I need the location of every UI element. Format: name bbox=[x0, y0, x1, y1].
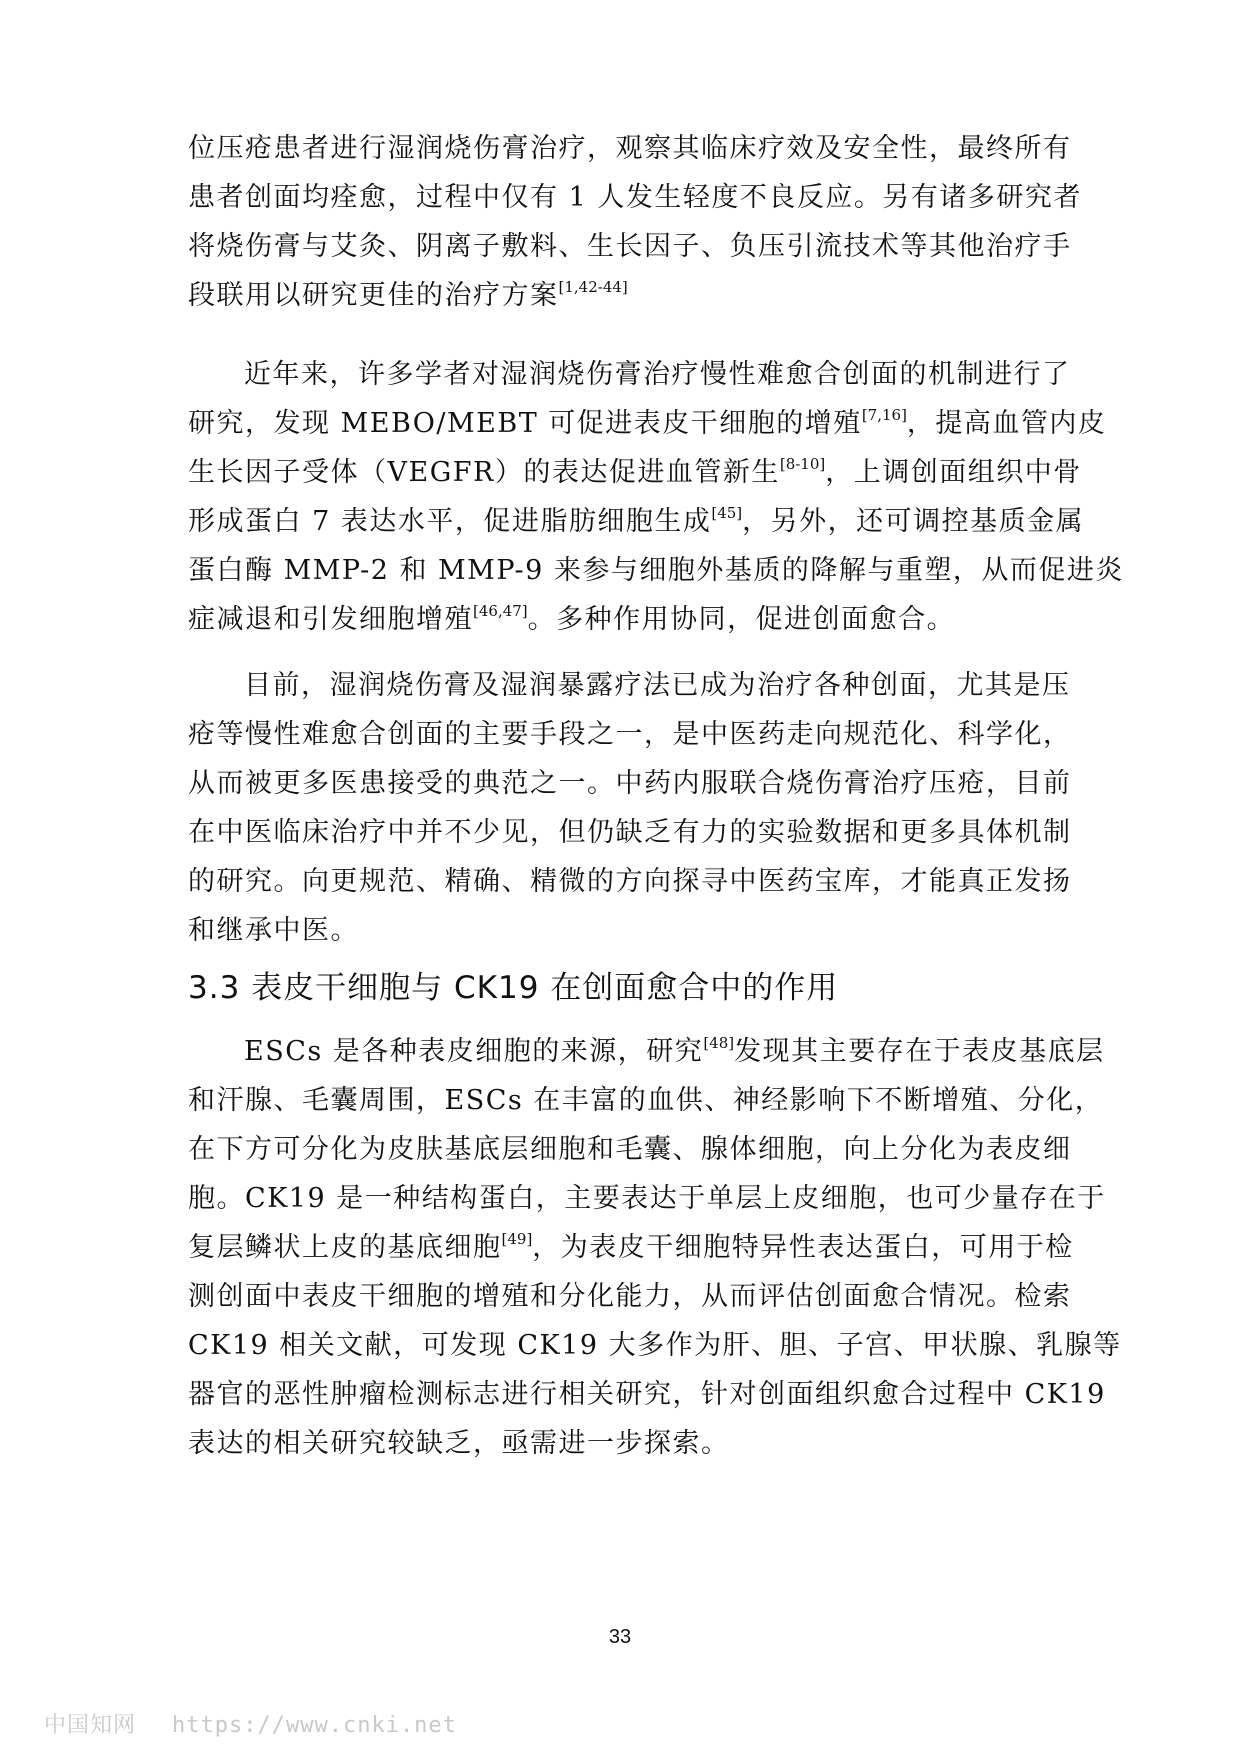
paragraph-line: 生长因子受体（VEGFR）的表达促进血管新生[8-10]，上调创面组织中骨 bbox=[188, 455, 1082, 488]
paragraph-line: 的研究。向更规范、精确、精微的方向探寻中医药宝库，才能真正发扬 bbox=[188, 866, 1072, 897]
paragraph-line: 复层鳞状上皮的基底细胞[49]，为表皮干细胞特异性表达蛋白，可用于检 bbox=[188, 1230, 1074, 1263]
paragraph-line: 从而被更多医患接受的典范之一。中药内服联合烧伤膏治疗压疮，目前 bbox=[188, 768, 1072, 799]
citation: [8-10] bbox=[779, 455, 826, 473]
paragraph-line: 形成蛋白 7 表达水平，促进脂肪细胞生成[45]，另外，还可调控基质金属 bbox=[188, 504, 1085, 537]
paragraph-line: 在下方可分化为皮肤基底层细胞和毛囊、腺体细胞，向上分化为表皮细 bbox=[188, 1134, 1072, 1165]
paragraph-line: 症减退和引发细胞增殖[46,47]。多种作用协同，促进创面愈合。 bbox=[188, 602, 956, 635]
paragraph-line: CK19 相关文献，可发现 CK19 大多作为肝、胆、子宫、甲状腺、乳腺等 bbox=[188, 1330, 1122, 1361]
paragraph-line: 目前，湿润烧伤膏及湿润暴露疗法已成为治疗各种创面，尤其是压 bbox=[244, 670, 1071, 701]
watermark-brand: 中国知网 bbox=[44, 1713, 137, 1738]
watermark bbox=[44, 1708, 457, 1739]
paragraph-line: 位压疮患者进行湿润烧伤膏治疗，观察其临床疗效及安全性，最终所有 bbox=[188, 133, 1072, 164]
watermark-url: https://www.cnki.net bbox=[172, 1713, 457, 1738]
paragraph-line: ESCs 是各种表皮细胞的来源，研究[48]发现其主要存在于表皮基底层 bbox=[244, 1034, 1105, 1067]
page-number: 33 bbox=[608, 1626, 632, 1648]
paragraph-line: 测创面中表皮干细胞的增殖和分化能力，从而评估创面愈合情况。检索 bbox=[188, 1281, 1072, 1312]
section-heading: 3.3 表皮干细胞与 CK19 在创面愈合中的作用 bbox=[188, 970, 839, 1006]
citation: [1,42-44] bbox=[558, 278, 628, 296]
paragraph-line: 和继承中医。 bbox=[188, 915, 359, 946]
citation: [46,47] bbox=[473, 602, 528, 620]
paragraph-line: 在中医临床治疗中并不少见，但仍缺乏有力的实验数据和更多具体机制 bbox=[188, 817, 1072, 848]
citation: [45] bbox=[711, 504, 743, 522]
paragraph-line: 疮等慢性难愈合创面的主要手段之一，是中医药走向规范化、科学化， bbox=[188, 719, 1072, 750]
paragraph-line: 表达的相关研究较缺乏，亟需进一步探索。 bbox=[188, 1428, 730, 1459]
paragraph-line: 和汗腺、毛囊周围，ESCs 在丰富的血供、神经影响下不断增殖、分化， bbox=[188, 1085, 1104, 1116]
paragraph-line: 近年来，许多学者对湿润烧伤膏治疗慢性难愈合创面的机制进行了 bbox=[244, 359, 1071, 390]
paragraph-line: 蛋白酶 MMP-2 和 MMP-9 来参与细胞外基质的降解与重塑，从而促进炎 bbox=[188, 555, 1124, 586]
paragraph-line: 患者创面均痊愈，过程中仅有 1 人发生轻度不良反应。另有诸多研究者 bbox=[188, 182, 1082, 213]
citation: [48] bbox=[703, 1034, 735, 1052]
paragraph-line: 胞。CK19 是一种结构蛋白，主要表达于单层上皮细胞，也可少量存在于 bbox=[188, 1183, 1106, 1214]
paragraph-line: 将烧伤膏与艾灸、阴离子敷料、生长因子、负压引流技术等其他治疗手 bbox=[188, 231, 1072, 262]
paragraph-line: 器官的恶性肿瘤检测标志进行相关研究，针对创面组织愈合过程中 CK19 bbox=[188, 1379, 1106, 1410]
paragraph-line: 段联用以研究更佳的治疗方案[1,42-44] bbox=[188, 278, 628, 311]
citation: [7,16] bbox=[861, 406, 907, 424]
citation: [49] bbox=[501, 1230, 533, 1248]
paragraph-line: 研究，发现 MEBO/MEBT 可促进表皮干细胞的增殖[7,16]，提高血管内皮 bbox=[188, 406, 1107, 439]
